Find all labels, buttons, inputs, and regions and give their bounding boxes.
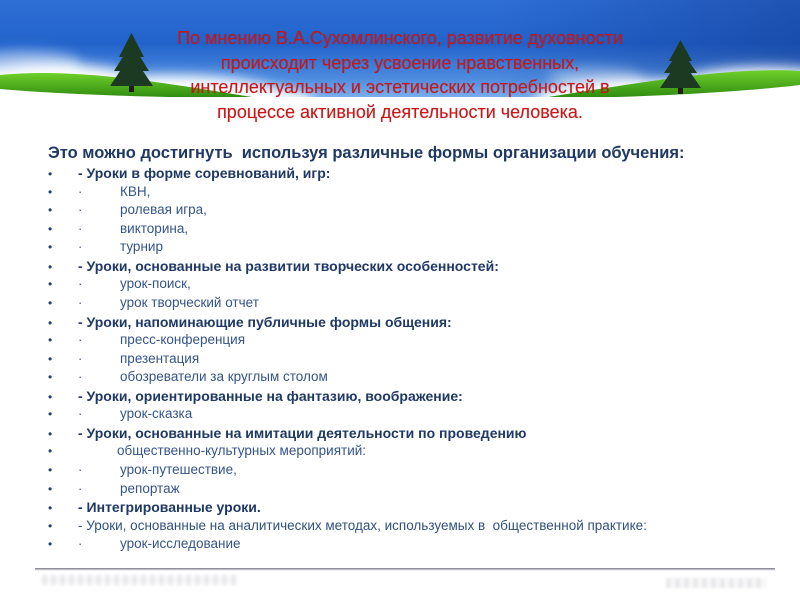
list-item xyxy=(48,517,788,536)
list-item xyxy=(48,238,788,257)
bullet-icon: • xyxy=(48,259,53,274)
list-item xyxy=(48,480,788,499)
list-item xyxy=(48,498,788,517)
bullet-icon: • xyxy=(48,240,53,255)
list-item xyxy=(48,294,788,313)
sub-bullet-icon: · xyxy=(78,202,83,218)
sub-bullet-icon: · xyxy=(78,183,83,199)
slide-title-line: По мнению В.А.Сухомлинского, развитие духовности xyxy=(177,28,623,48)
bullet-icon: • xyxy=(48,295,53,310)
list-item-text: обозреватели за круглым столом xyxy=(120,369,328,385)
bullet-icon: • xyxy=(48,351,53,366)
list-item xyxy=(48,331,788,350)
list-item-text: репортаж xyxy=(120,480,180,496)
list-item-text: - Уроки, напоминающие публичные формы общения: xyxy=(78,313,452,330)
list-item-text: урок творческий отчет xyxy=(120,294,259,310)
list-item-text: общественно-культурных мероприятий: xyxy=(117,443,367,459)
list-item xyxy=(48,350,788,369)
footer-divider xyxy=(35,568,775,571)
bullet-icon: • xyxy=(48,315,53,330)
bullet-icon: • xyxy=(48,481,53,496)
bullet-icon: • xyxy=(48,444,53,459)
slide-title xyxy=(60,26,740,124)
list-item-text: урок-путешествие, xyxy=(120,462,237,477)
list-item xyxy=(48,461,788,480)
bullet-icon: • xyxy=(48,167,53,181)
list-item-text: пресс-конференция xyxy=(120,332,246,348)
bullet-icon: • xyxy=(48,221,53,236)
footer-watermark-left xyxy=(42,575,237,585)
bullet-icon: • xyxy=(48,501,53,516)
list-item-text: - Уроки, основанные на развитии творческих особенностей: xyxy=(78,257,499,274)
sub-bullet-icon: · xyxy=(78,536,83,552)
sub-bullet-icon: · xyxy=(78,350,83,366)
list-item xyxy=(48,405,788,424)
list-item-text: - Уроки, ориентированные на фантазию, воображение: xyxy=(78,387,463,404)
sub-bullet-icon: · xyxy=(78,406,83,422)
list-item-text: - Уроки, основанные на имитации деятельности по проведению xyxy=(78,424,527,441)
list-item xyxy=(48,535,788,554)
slide-title-line: процессе активной деятельности человека. xyxy=(217,101,583,122)
sub-bullet-icon: · xyxy=(78,480,83,496)
list-item xyxy=(48,442,788,461)
bullet-icon: • xyxy=(48,407,53,422)
list-item xyxy=(48,257,788,276)
bullet-icon: • xyxy=(48,277,53,292)
bullet-icon: • xyxy=(48,463,53,477)
list-item xyxy=(48,275,788,294)
bullet-icon: • xyxy=(48,333,53,348)
sub-bullet-icon: · xyxy=(78,220,83,236)
bullet-icon: • xyxy=(48,426,53,441)
list-item-text: ролевая игра, xyxy=(120,202,207,218)
list-item-text: викторина, xyxy=(120,220,189,236)
list-item xyxy=(48,368,788,387)
list-item-text: - Уроки, основанные на аналитических методах, используемых в общественной практике: xyxy=(78,517,647,533)
list-item xyxy=(48,183,788,202)
list-item-text: урок-сказка xyxy=(120,406,193,422)
list-item-text: урок-исследование xyxy=(120,536,241,552)
list-item xyxy=(48,201,788,220)
sub-bullet-icon: · xyxy=(78,369,83,385)
sub-bullet-icon: · xyxy=(78,294,83,310)
footer-watermark-right xyxy=(666,578,766,588)
sub-bullet-icon: · xyxy=(78,462,83,477)
slide-title-line: интеллектуальных и эстетических потребностей в xyxy=(190,77,610,97)
sub-bullet-icon: · xyxy=(78,239,83,255)
lesson-forms-list xyxy=(48,164,788,554)
bullet-icon: • xyxy=(48,184,53,199)
list-item-text: презентация xyxy=(120,350,200,366)
bullet-icon: • xyxy=(48,537,53,552)
section-heading: Это можно достигнуть используя различные формы организации обучения: xyxy=(48,144,685,162)
list-item-text: - Уроки в форме соревнований, игр: xyxy=(78,165,331,181)
list-item xyxy=(48,387,788,406)
bullet-icon: • xyxy=(48,518,53,533)
list-item-text: турнир xyxy=(120,239,163,255)
list-item xyxy=(48,424,788,443)
list-item xyxy=(48,220,788,239)
list-item xyxy=(48,313,788,332)
bullet-icon: • xyxy=(48,203,53,218)
sub-bullet-icon: · xyxy=(78,332,83,348)
sub-bullet-icon: · xyxy=(78,276,83,292)
list-item-text: урок-поиск, xyxy=(120,276,191,292)
list-item xyxy=(48,164,788,183)
bullet-icon: • xyxy=(48,370,53,385)
bullet-icon: • xyxy=(48,389,53,404)
list-item-text: - Интегрированные уроки. xyxy=(78,499,261,516)
list-item-text: КВН, xyxy=(120,183,151,199)
slide-title-line: происходит через усвоение нравственных, xyxy=(220,52,580,73)
